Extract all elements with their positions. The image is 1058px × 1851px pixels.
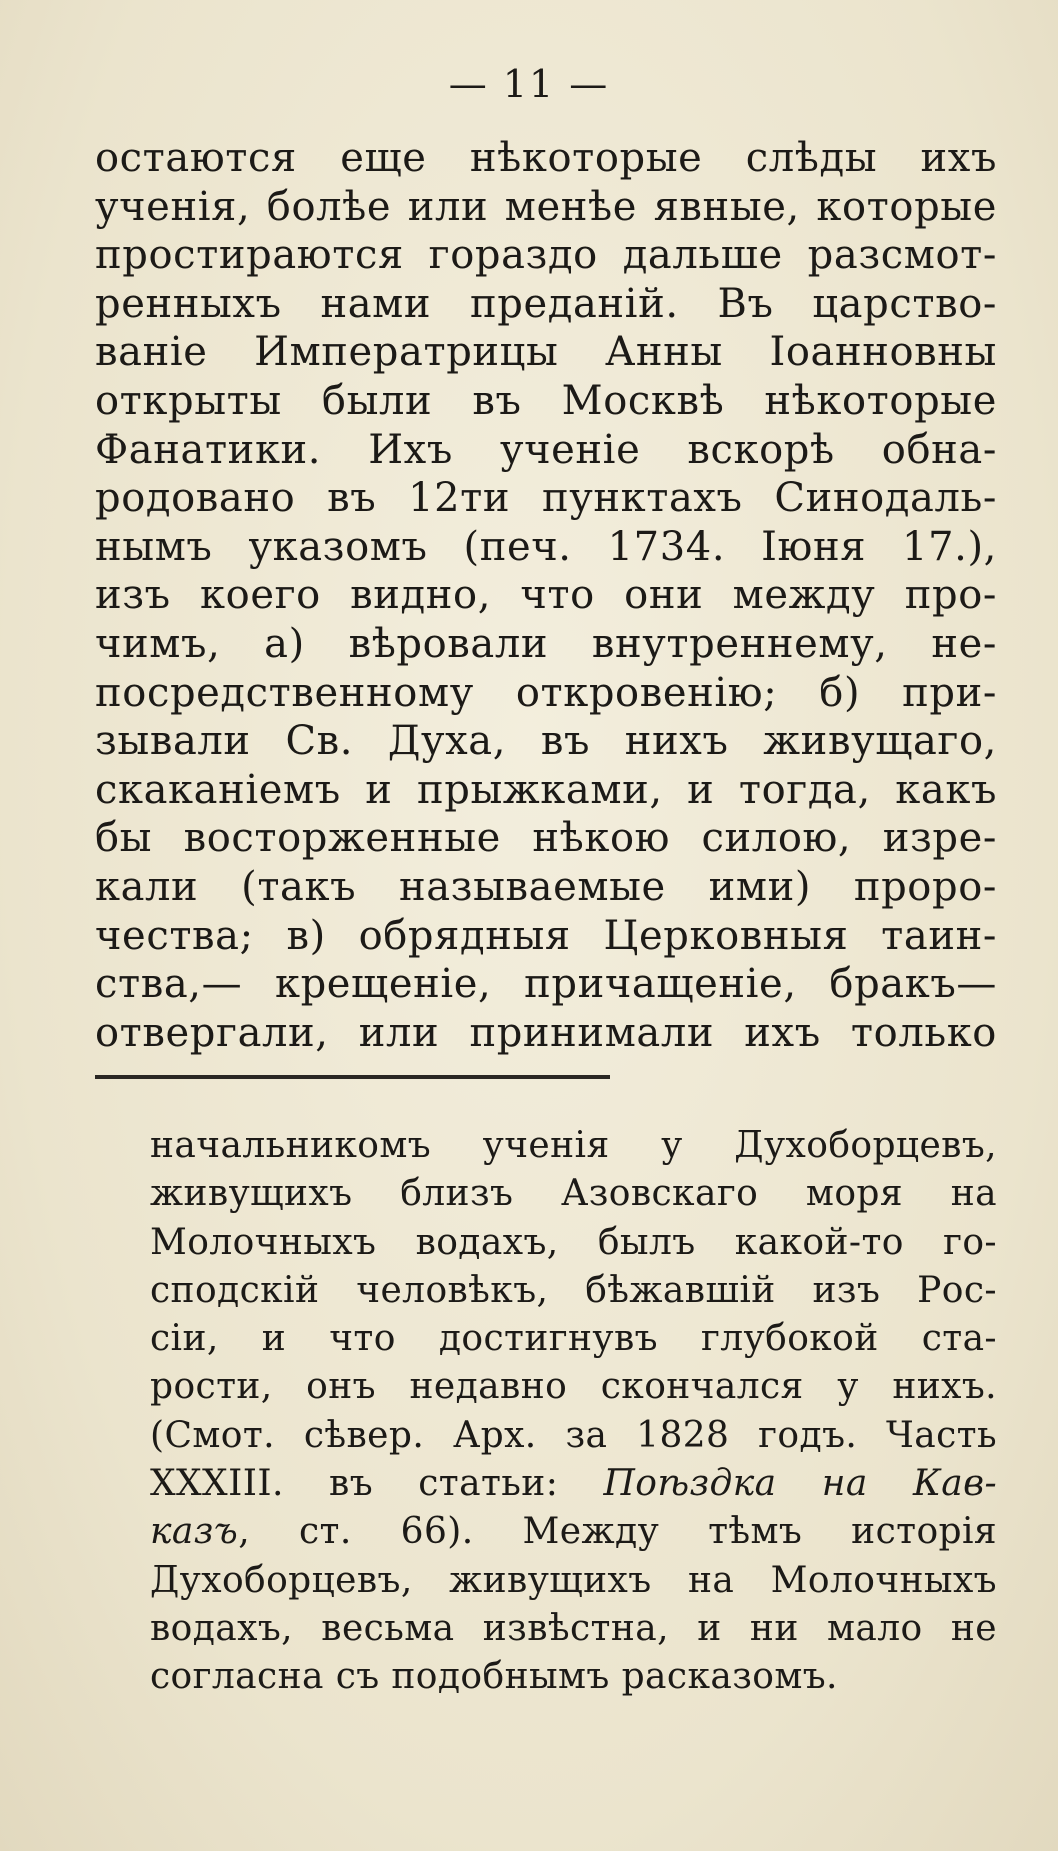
text-line: изъ коего видно, что они между про- xyxy=(95,572,997,619)
text-line: Фанатики. Ихъ ученіе вскорѣ обна- xyxy=(95,426,997,473)
text-line: ренныхъ нами преданій. Въ царство- xyxy=(95,280,997,327)
text-line: нымъ указомъ (печ. 1734. Іюня 17.), xyxy=(95,523,997,570)
footnote-line: Молочныхъ водахъ, былъ какой-то го- xyxy=(150,1221,997,1263)
text-line: ученія, болѣе или менѣе явные, которые xyxy=(95,183,997,230)
text-line: ваніе Императрицы Анны Іоанновны xyxy=(95,329,997,376)
footnote-line xyxy=(150,1508,997,1556)
main-text-block xyxy=(95,134,997,1057)
footnote-line: согласна съ подобнымъ расказомъ. xyxy=(150,1656,838,1698)
text-line: кали (такъ называемые ими) проро- xyxy=(95,863,997,910)
footnote-line: сіи, и что достигнувъ глубокой ста- xyxy=(150,1318,997,1360)
footnote-text: XXXIII. въ статьи: xyxy=(150,1463,604,1505)
footnote-line: сподскій человѣкъ, бѣжавшій изъ Рос- xyxy=(150,1269,997,1311)
text-line: отвергали, или принимали ихъ только xyxy=(95,1009,997,1056)
footnote-italic-title: Поѣздка на Кав- xyxy=(603,1463,998,1505)
text-line: бы восторженные нѣкою силою, изре- xyxy=(95,815,997,862)
footnote-line xyxy=(150,1460,997,1508)
text-line: посредственному откровенію; б) при- xyxy=(95,669,997,716)
footnote-block xyxy=(150,1122,997,1702)
text-line: ства,— крещеніе, причащеніе, бракъ— xyxy=(95,961,997,1008)
footnote-line: (Смот. сѣвер. Арх. за 1828 годъ. Часть xyxy=(150,1414,997,1456)
text-line: чества; в) обрядныя Церковныя таин- xyxy=(95,912,997,959)
footnote-line: водахъ, весьма извѣстна, и ни мало не xyxy=(150,1607,997,1649)
text-line: простираются гораздо дальше разсмот- xyxy=(95,232,997,279)
footnote-line: Духоборцевъ, живущихъ на Молочныхъ xyxy=(150,1559,997,1601)
footnote-divider xyxy=(95,1075,610,1079)
text-line: зывали Св. Духа, въ нихъ живущаго, xyxy=(95,718,997,765)
text-line: остаются еще нѣкоторые слѣды ихъ xyxy=(95,135,997,181)
footnote-line: живущихъ близъ Азовскаго моря на xyxy=(150,1173,997,1215)
text-line: открыты были въ Москвѣ нѣкоторые xyxy=(95,377,997,424)
text-line: родовано въ 12ти пунктахъ Синодаль- xyxy=(95,475,997,522)
footnote-text: , ст. 66). Между тѣмъ исторія xyxy=(238,1511,997,1553)
footnote-line: рости, онъ недавно скончался у нихъ. xyxy=(150,1366,997,1408)
text-line: чимъ, а) вѣровали внутреннему, не- xyxy=(95,620,997,667)
page-number-header: — 11 — xyxy=(448,62,610,106)
footnote-line: начальникомъ ученія у Духоборцевъ, xyxy=(150,1125,997,1166)
text-line: скаканіемъ и прыжками, и тогда, какъ xyxy=(95,766,997,813)
footnote-italic-title: казъ xyxy=(150,1511,239,1553)
